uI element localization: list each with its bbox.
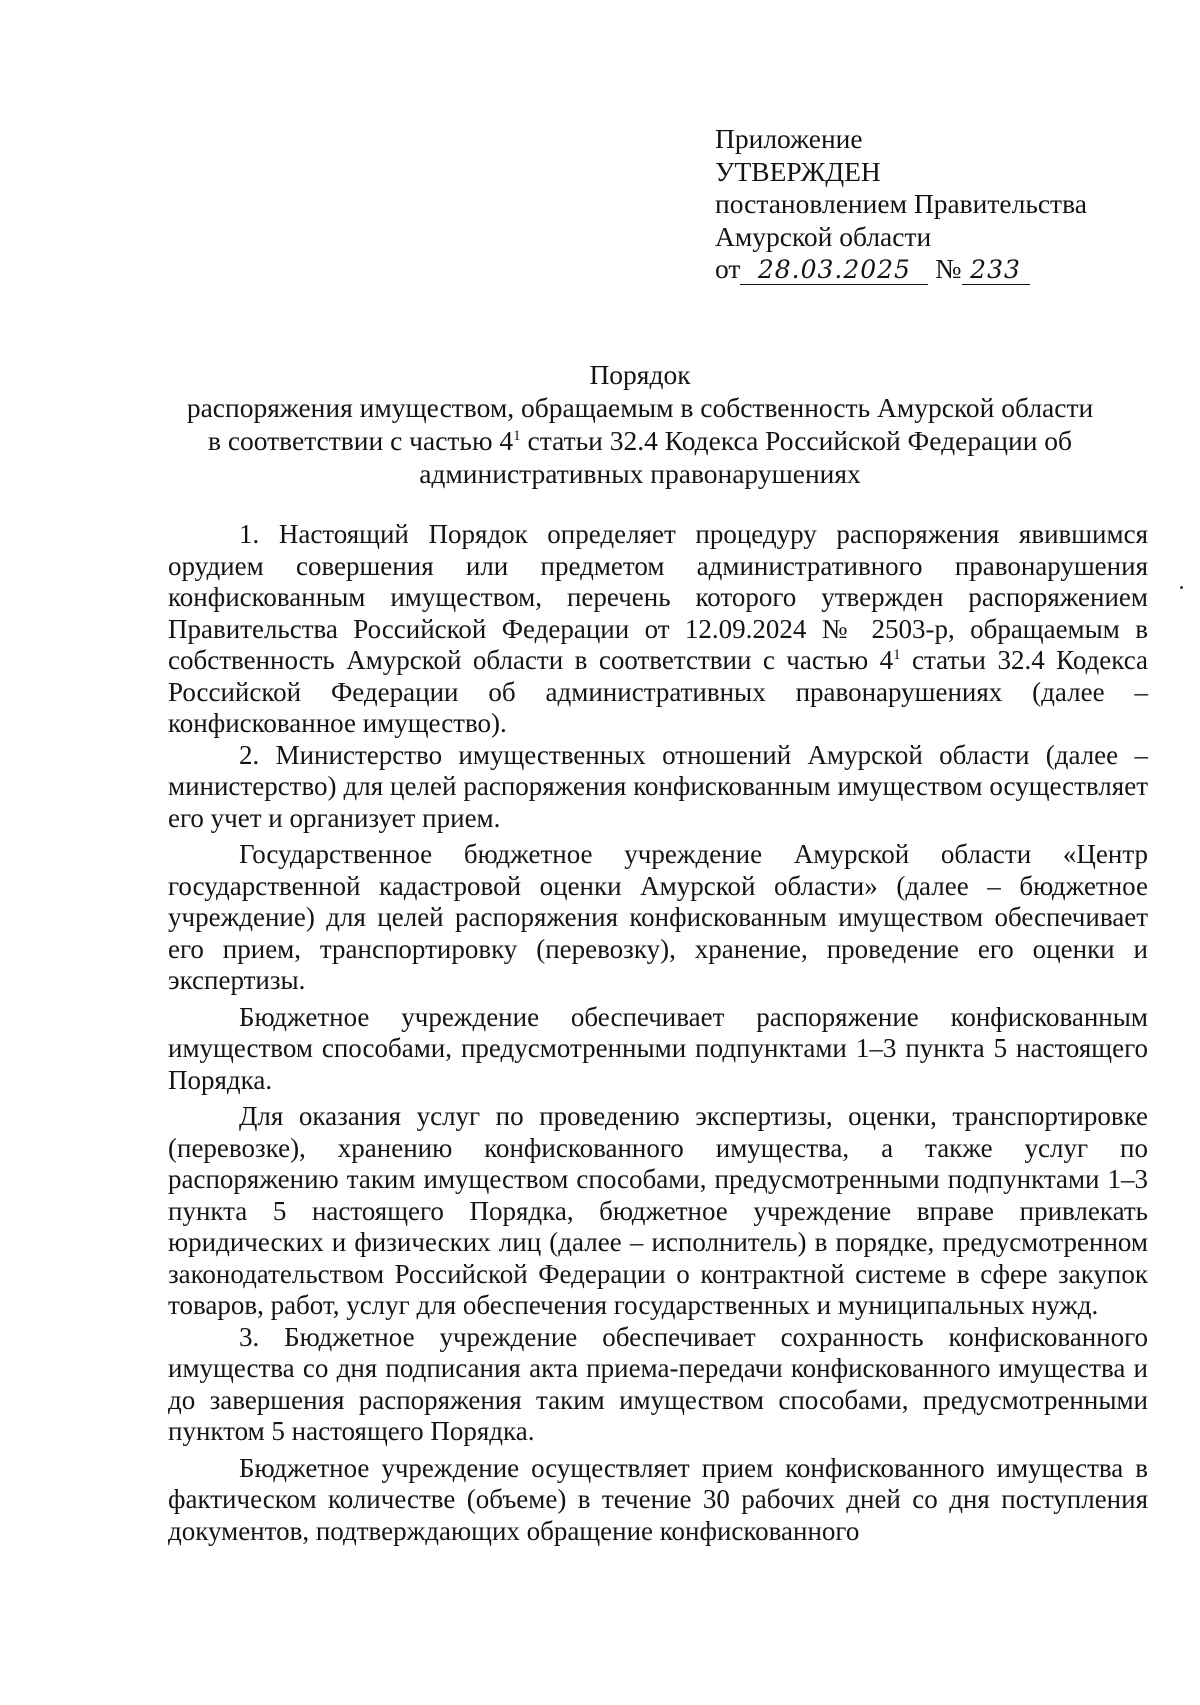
title-superscript: 1 [513,427,521,444]
paragraph-6: 3. Бюджетное учреждение обеспечивает сохранность конфискованного имущества со дня подписания акта приема-передачи конфискованного имущества и до завершения распоряжения таким имуществом способами, предусмотренными пунктом 5 настоящего Порядка. [168,1321,1148,1446]
document-body [168,519,1148,1547]
title-line-3: административных правонарушениях [419,458,861,489]
paragraph-1-start: 1. Настоящий Порядок определяет процедуру распоряжения явившимся орудием совершения или предметом административного правонарушения конфискованным имуществом, перечень которого утвержден распоряжением Правительства Российской Федерации от 12.09.2024 № 2503-р, обращаемым в собственность Амурской области в соответствии с частью 4 [168,519,1148,675]
title-heading: Порядок [589,359,691,390]
paragraph-5: Для оказания услуг по проведению экспертизы, оценки, транспортировке (перевозке), хранению конфискованного имущества, а также услуг по распоряжению таким имуществом способами, предусмотренными подпунктами 1–3 пункта 5 настоящего Порядка, бюджетное учреждение вправе привлекать юридических и физических лиц (далее – исполнитель) в порядке, предусмотренном законодательством Российской Федерации о контрактной системе в сфере закупок товаров, работ, услуг для обеспечения государственных и муниципальных нужд. [168,1101,1148,1320]
number-prefix: № [935,253,962,284]
handwritten-number: 233 [962,256,1030,285]
scan-speck [1180,586,1183,589]
resolution-label: постановлением Правительства [715,188,1087,219]
paragraph-1-end: статьи 32.4 Кодекса Российской Федерации об административных правонарушениях (далее – конфискованное имущество). [168,645,1149,738]
approval-stamp [715,123,1155,286]
approved-label: УТВЕРЖДЕН [715,155,881,187]
paragraph-1 [168,519,1148,740]
region-label: Амурской области [715,220,932,252]
paragraph-3: Государственное бюджетное учреждение Амурской области «Центр государственной кадастровой оценки Амурской области» (далее – бюджетное учреждение) для целей распоряжения конфискованным имуществом обеспечивает его прием, транспортировку (перевозку), хранение, проведение его оценки и экспертизы. [168,839,1148,995]
date-prefix: от [715,253,741,284]
date-number-line [715,253,1155,286]
title-line-2 [160,424,1120,457]
paragraph-1-superscript: 1 [893,647,901,663]
document-title [160,358,1120,490]
title-line-1: распоряжения имуществом, обращаемым в собственность Амурской области [186,392,1094,423]
title-line-2-start: в соответствии с частью 4 [207,425,514,456]
paragraph-7: Бюджетное учреждение осуществляет прием конфискованного имущества в фактическом количестве (объеме) в течение 30 рабочих дней со дня поступления документов, подтверждающих обращение конфискованного [168,1452,1148,1546]
paragraph-2: 2. Министерство имущественных отношений Амурской области (далее – министерство) для целей распоряжения конфискованным имуществом осуществляет его учет и организует прием. [168,739,1148,833]
paragraph-4: Бюджетное учреждение обеспечивает распоряжение конфискованным имуществом способами, предусмотренными подпунктами 1–3 пункта 5 настоящего Порядка. [168,1001,1148,1095]
title-line-2-end: статьи 32.4 Кодекса Российской Федерации об [520,425,1073,456]
appendix-label: Приложение [715,123,863,154]
handwritten-date: 28.03.2025 [740,256,928,285]
